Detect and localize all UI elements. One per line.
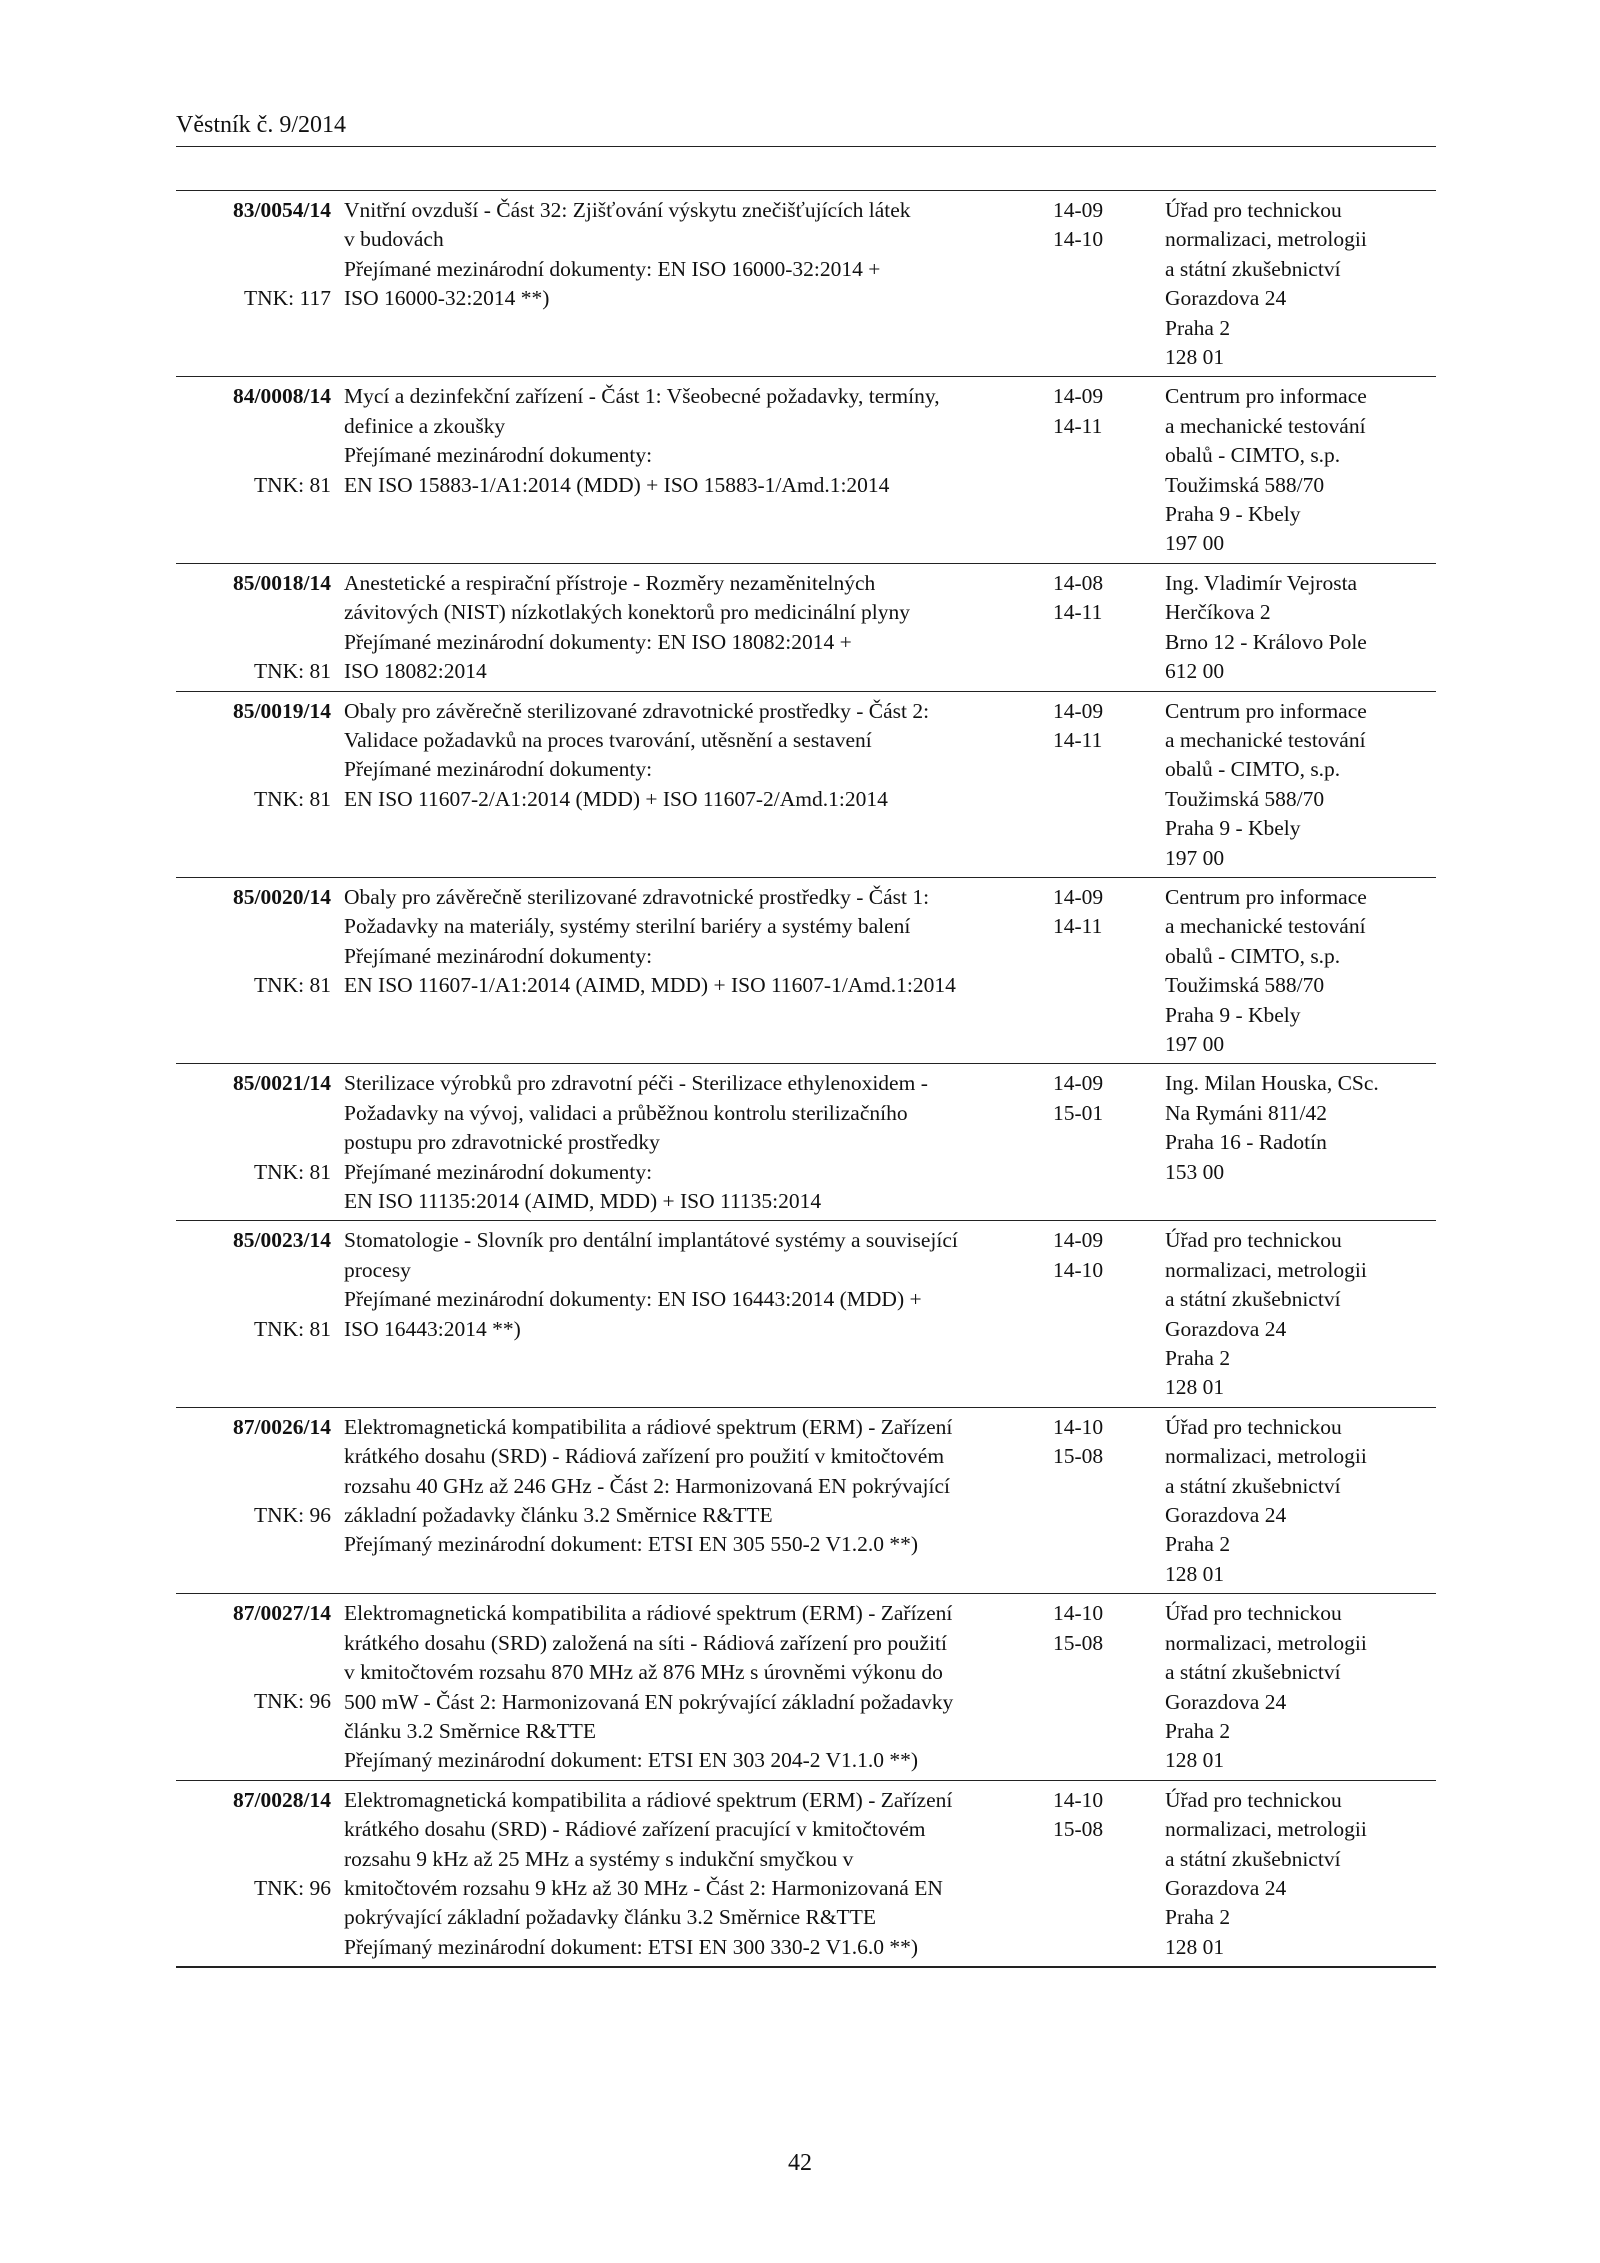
- address-line: normalizaci, metrologii: [1165, 1630, 1367, 1655]
- table-row: [176, 1064, 1436, 1221]
- address-line: Gorazdova 24: [1165, 1503, 1287, 1528]
- processor-address: [1151, 691, 1436, 877]
- address-line: Praha 2: [1165, 315, 1231, 340]
- document-number: 85/0019/14: [233, 698, 331, 723]
- address-line: 197 00: [1165, 845, 1225, 870]
- address-line: a mechanické testování: [1165, 914, 1366, 939]
- tnk-label: TNK: 117: [244, 286, 331, 311]
- date-start: 14-09: [1053, 1228, 1104, 1253]
- document-number: 83/0054/14: [233, 198, 331, 222]
- address-line: Praha 9 - Kbely: [1165, 816, 1301, 841]
- spacer: [176, 1815, 331, 1874]
- subject-line: Přejímané mezinárodní dokumenty:: [344, 1159, 653, 1184]
- document-id-cell: [176, 563, 331, 691]
- date-start: 14-10: [1053, 1787, 1104, 1812]
- date-end: 14-10: [1053, 1257, 1104, 1282]
- address-line: Úřad pro technickou: [1165, 1228, 1342, 1253]
- subject-line: ISO 16443:2014 **): [344, 1316, 521, 1341]
- address-line: normalizaci, metrologii: [1165, 1444, 1367, 1469]
- address-line: Ing. Milan Houska, CSc.: [1165, 1071, 1379, 1096]
- spacer: [176, 1442, 331, 1501]
- subject-line: Stomatologie - Slovník pro dentální implantátové systémy a související: [344, 1228, 958, 1253]
- journal-title: Věstník č. 9/2014: [176, 112, 346, 138]
- date-start: 14-10: [1053, 1414, 1104, 1439]
- date-end: 14-11: [1053, 727, 1103, 752]
- document-subject: [331, 1594, 1051, 1780]
- table-row: [176, 1221, 1436, 1407]
- date-start: 14-09: [1053, 698, 1104, 723]
- tnk-label: TNK: 81: [253, 1159, 331, 1184]
- document-dates: [1051, 1780, 1151, 1967]
- subject-line: Přejímaný mezinárodní dokument: ETSI EN 300 330-2 V1.6.0 **): [344, 1934, 919, 1959]
- processor-address: [1151, 1064, 1436, 1221]
- standards-table-body: [176, 191, 1436, 1967]
- subject-line: Obaly pro závěrečně sterilizované zdravotnické prostředky - Část 1:: [344, 884, 930, 909]
- address-line: normalizaci, metrologii: [1165, 227, 1367, 252]
- address-line: Brno 12 - Královo Pole: [1165, 629, 1367, 654]
- processor-address: [1151, 191, 1436, 377]
- address-line: Praha 16 - Radotín: [1165, 1130, 1327, 1155]
- address-line: Praha 9 - Kbely: [1165, 502, 1301, 527]
- document-number: 85/0020/14: [233, 884, 331, 909]
- spacer: [176, 1256, 331, 1315]
- document-id-cell: [176, 691, 331, 877]
- spacer: [176, 1629, 331, 1688]
- document-id-cell: [176, 1780, 331, 1967]
- date-end: 15-01: [1053, 1100, 1104, 1125]
- document-subject: [331, 563, 1051, 691]
- address-line: Centrum pro informace: [1165, 884, 1367, 909]
- address-line: Praha 2: [1165, 1905, 1231, 1930]
- address-line: obalů - CIMTO, s.p.: [1165, 943, 1341, 968]
- subject-line: Elektromagnetická kompatibilita a rádiové spektrum (ERM) - Zařízení: [344, 1601, 953, 1626]
- spacer: [176, 726, 331, 785]
- date-start: 14-09: [1053, 198, 1104, 222]
- address-line: a státní zkušebnictví: [1165, 1287, 1341, 1312]
- address-line: Gorazdova 24: [1165, 1316, 1287, 1341]
- subject-line: pokrývající základní požadavky článku 3.2 Směrnice R&TTE: [344, 1905, 876, 1930]
- tnk-label: TNK: 96: [253, 1689, 331, 1714]
- tnk-label: TNK: 81: [253, 472, 331, 497]
- subject-line: Přejímané mezinárodní dokumenty:: [344, 443, 653, 468]
- subject-line: Obaly pro závěrečně sterilizované zdravotnické prostředky - Část 2:: [344, 698, 930, 723]
- subject-line: procesy: [344, 1257, 411, 1282]
- subject-line: kmitočtovém rozsahu 9 kHz až 30 MHz - Část 2: Harmonizovaná EN: [344, 1875, 943, 1900]
- date-start: 14-09: [1053, 884, 1104, 909]
- subject-line: Přejímaný mezinárodní dokument: ETSI EN 305 550-2 V1.2.0 **): [344, 1532, 919, 1557]
- document-dates: [1051, 1221, 1151, 1407]
- processor-address: [1151, 1407, 1436, 1593]
- document-number: 85/0018/14: [233, 570, 331, 595]
- subject-line: Mycí a dezinfekční zařízení - Část 1: Všeobecné požadavky, termíny,: [344, 384, 940, 409]
- document-id-cell: [176, 377, 331, 563]
- address-line: Toužimská 588/70: [1165, 786, 1325, 811]
- subject-line: postupu pro zdravotnické prostředky: [344, 1130, 660, 1155]
- table-row: [176, 377, 1436, 563]
- address-line: normalizaci, metrologii: [1165, 1817, 1367, 1842]
- processor-address: [1151, 377, 1436, 563]
- spacer: [176, 598, 331, 657]
- processor-address: [1151, 1221, 1436, 1407]
- address-line: a státní zkušebnictví: [1165, 1846, 1341, 1871]
- document-id-cell: [176, 1221, 331, 1407]
- processor-address: [1151, 877, 1436, 1063]
- address-line: Centrum pro informace: [1165, 384, 1367, 409]
- document-number: 87/0026/14: [233, 1414, 331, 1439]
- subject-line: Validace požadavků na proces tvarování, utěsnění a sestavení: [344, 727, 872, 752]
- table-row: [176, 1594, 1436, 1780]
- address-line: Úřad pro technickou: [1165, 1601, 1342, 1626]
- subject-line: Přejímaný mezinárodní dokument: ETSI EN 303 204-2 V1.1.0 **): [344, 1748, 919, 1773]
- page-number: 42: [788, 2150, 812, 2176]
- address-line: Úřad pro technickou: [1165, 1414, 1342, 1439]
- address-line: Na Rymáni 811/42: [1165, 1100, 1327, 1125]
- standards-table-wrap: [176, 190, 1436, 1968]
- document-dates: [1051, 191, 1151, 377]
- subject-line: v budovách: [344, 227, 444, 252]
- tnk-label: TNK: 81: [253, 1316, 331, 1341]
- processor-address: [1151, 1594, 1436, 1780]
- date-end: 14-11: [1053, 600, 1103, 625]
- document-number: 87/0027/14: [233, 1601, 331, 1626]
- document-id-cell: [176, 191, 331, 377]
- document-dates: [1051, 1594, 1151, 1780]
- address-line: 128 01: [1165, 1934, 1225, 1959]
- subject-line: 500 mW - Část 2: Harmonizovaná EN pokrývající základní požadavky: [344, 1689, 954, 1714]
- address-line: a státní zkušebnictví: [1165, 256, 1341, 281]
- address-line: obalů - CIMTO, s.p.: [1165, 757, 1341, 782]
- address-line: a mechanické testování: [1165, 727, 1366, 752]
- date-start: 14-09: [1053, 1071, 1104, 1096]
- date-end: 14-11: [1053, 413, 1103, 438]
- subject-line: Požadavky na materiály, systémy sterilní bariéry a systémy balení: [344, 914, 911, 939]
- document-number: 85/0021/14: [233, 1071, 331, 1096]
- document-number: 85/0023/14: [233, 1228, 331, 1253]
- tnk-label: TNK: 81: [253, 786, 331, 811]
- document-subject: [331, 1064, 1051, 1221]
- date-end: 15-08: [1053, 1817, 1104, 1842]
- subject-line: Přejímané mezinárodní dokumenty:: [344, 943, 653, 968]
- subject-line: krátkého dosahu (SRD) založená na síti - Rádiová zařízení pro použití: [344, 1630, 947, 1655]
- subject-line: v kmitočtovém rozsahu 870 MHz až 876 MHz s úrovněmi výkonu do: [344, 1660, 943, 1685]
- document-subject: [331, 1221, 1051, 1407]
- document-dates: [1051, 377, 1151, 563]
- address-line: Gorazdova 24: [1165, 1689, 1287, 1714]
- document-dates: [1051, 691, 1151, 877]
- address-line: Úřad pro technickou: [1165, 198, 1342, 222]
- date-end: 15-08: [1053, 1444, 1104, 1469]
- address-line: Praha 2: [1165, 1532, 1231, 1557]
- subject-line: EN ISO 15883-1/A1:2014 (MDD) + ISO 15883-1/Amd.1:2014: [344, 472, 890, 497]
- subject-line: rozsahu 40 GHz až 246 GHz - Část 2: Harmonizovaná EN pokrývající: [344, 1473, 950, 1498]
- address-line: 197 00: [1165, 1031, 1225, 1056]
- table-row: [176, 563, 1436, 691]
- address-line: a státní zkušebnictví: [1165, 1473, 1341, 1498]
- date-end: 15-08: [1053, 1630, 1104, 1655]
- address-line: normalizaci, metrologii: [1165, 1257, 1367, 1282]
- subject-line: EN ISO 11607-1/A1:2014 (AIMD, MDD) + ISO 11607-1/Amd.1:2014: [344, 973, 956, 998]
- document-dates: [1051, 563, 1151, 691]
- document-id-cell: [176, 1594, 331, 1780]
- address-line: 128 01: [1165, 1748, 1225, 1773]
- document-subject: [331, 1780, 1051, 1967]
- document-subject: [331, 191, 1051, 377]
- address-line: Toužimská 588/70: [1165, 472, 1325, 497]
- subject-line: Vnitřní ovzduší - Část 32: Zjišťování výskytu znečišťujících látek: [344, 198, 911, 222]
- document-subject: [331, 691, 1051, 877]
- address-line: Úřad pro technickou: [1165, 1787, 1342, 1812]
- table-row: [176, 1780, 1436, 1967]
- address-line: Praha 2: [1165, 1346, 1231, 1371]
- date-end: 14-10: [1053, 227, 1104, 252]
- address-line: Centrum pro informace: [1165, 698, 1367, 723]
- document-number: 84/0008/14: [233, 384, 331, 409]
- subject-line: EN ISO 11135:2014 (AIMD, MDD) + ISO 11135:2014: [344, 1189, 822, 1213]
- document-subject: [331, 1407, 1051, 1593]
- subject-line: závitových (NIST) nízkotlakých konektorů pro medicinální plyny: [344, 600, 911, 625]
- table-row: [176, 191, 1436, 377]
- address-line: Praha 2: [1165, 1718, 1231, 1743]
- page-header: [176, 112, 1436, 147]
- subject-line: článku 3.2 Směrnice R&TTE: [344, 1718, 596, 1743]
- subject-line: ISO 16000-32:2014 **): [344, 286, 550, 311]
- address-line: Gorazdova 24: [1165, 1875, 1287, 1900]
- document-subject: [331, 877, 1051, 1063]
- subject-line: ISO 18082:2014: [344, 659, 487, 684]
- document-dates: [1051, 877, 1151, 1063]
- document-id-cell: [176, 1064, 331, 1221]
- document-id-cell: [176, 877, 331, 1063]
- spacer: [176, 1099, 331, 1158]
- spacer: [176, 912, 331, 971]
- address-line: 153 00: [1165, 1159, 1225, 1184]
- address-line: Herčíkova 2: [1165, 600, 1271, 625]
- document-id-cell: [176, 1407, 331, 1593]
- subject-line: krátkého dosahu (SRD) - Rádiové zařízení pracující v kmitočtovém: [344, 1817, 926, 1842]
- table-row: [176, 1407, 1436, 1593]
- address-line: Ing. Vladimír Vejrosta: [1165, 570, 1358, 595]
- date-start: 14-09: [1053, 384, 1104, 409]
- tnk-label: TNK: 81: [253, 973, 331, 998]
- subject-line: Požadavky na vývoj, validaci a průběžnou kontrolu sterilizačního: [344, 1100, 908, 1125]
- spacer: [176, 412, 331, 471]
- subject-line: Sterilizace výrobků pro zdravotní péči - Sterilizace ethylenoxidem -: [344, 1071, 928, 1096]
- address-line: 128 01: [1165, 1561, 1225, 1586]
- address-line: 128 01: [1165, 345, 1225, 370]
- subject-line: Přejímané mezinárodní dokumenty: EN ISO 16443:2014 (MDD) +: [344, 1287, 922, 1312]
- tnk-label: TNK: 96: [253, 1503, 331, 1528]
- processor-address: [1151, 1780, 1436, 1967]
- address-line: a státní zkušebnictví: [1165, 1660, 1341, 1685]
- document-dates: [1051, 1064, 1151, 1221]
- address-line: Gorazdova 24: [1165, 286, 1287, 311]
- subject-line: Anestetické a respirační přístroje - Rozměry nezaměnitelných: [344, 570, 876, 595]
- tnk-label: TNK: 81: [253, 659, 331, 684]
- subject-line: Přejímané mezinárodní dokumenty:: [344, 757, 653, 782]
- subject-line: rozsahu 9 kHz až 25 MHz a systémy s indukční smyčkou v: [344, 1846, 854, 1871]
- date-start: 14-08: [1053, 570, 1104, 595]
- address-line: 612 00: [1165, 659, 1225, 684]
- standards-table: [176, 191, 1436, 1968]
- date-start: 14-10: [1053, 1601, 1104, 1626]
- table-row: [176, 691, 1436, 877]
- subject-line: krátkého dosahu (SRD) - Rádiová zařízení pro použití v kmitočtovém: [344, 1444, 945, 1469]
- address-line: a mechanické testování: [1165, 413, 1366, 438]
- address-line: Praha 9 - Kbely: [1165, 1002, 1301, 1027]
- address-line: 197 00: [1165, 531, 1225, 556]
- subject-line: Přejímané mezinárodní dokumenty: EN ISO 16000-32:2014 +: [344, 256, 881, 281]
- subject-line: základní požadavky článku 3.2 Směrnice R&TTE: [344, 1503, 773, 1528]
- document-subject: [331, 377, 1051, 563]
- tnk-label: TNK: 96: [253, 1875, 331, 1900]
- subject-line: Elektromagnetická kompatibilita a rádiové spektrum (ERM) - Zařízení: [344, 1787, 953, 1812]
- table-row: [176, 877, 1436, 1063]
- subject-line: definice a zkoušky: [344, 413, 506, 438]
- subject-line: Elektromagnetická kompatibilita a rádiové spektrum (ERM) - Zařízení: [344, 1414, 953, 1439]
- processor-address: [1151, 563, 1436, 691]
- date-end: 14-11: [1053, 914, 1103, 939]
- subject-line: EN ISO 11607-2/A1:2014 (MDD) + ISO 11607-2/Amd.1:2014: [344, 786, 888, 811]
- address-line: Toužimská 588/70: [1165, 973, 1325, 998]
- address-line: obalů - CIMTO, s.p.: [1165, 443, 1341, 468]
- document-dates: [1051, 1407, 1151, 1593]
- subject-line: Přejímané mezinárodní dokumenty: EN ISO 18082:2014 +: [344, 629, 852, 654]
- document-number: 87/0028/14: [233, 1787, 331, 1812]
- spacer: [176, 225, 331, 284]
- address-line: 128 01: [1165, 1375, 1225, 1400]
